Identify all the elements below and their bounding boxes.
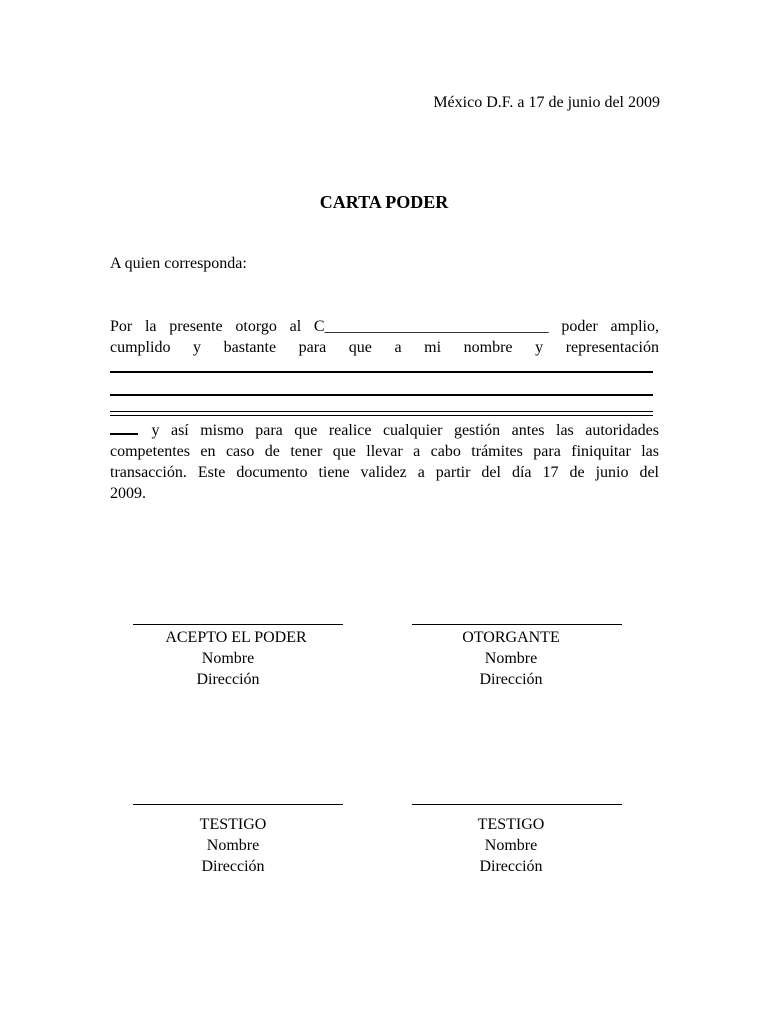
signature-line — [412, 804, 622, 805]
signature-name: Nombre — [201, 650, 255, 667]
signature-acepto — [131, 627, 341, 690]
body-line-4: competentes en caso de tener que llevar a cabo trámites para finiquitar las — [110, 443, 659, 460]
signature-address: Dirección — [201, 858, 265, 875]
body-line-3-text: y así mismo para que realice cualquier gestión antes las autoridades — [151, 422, 660, 439]
body-paragraph — [110, 419, 659, 504]
signature-testigo-1 — [128, 814, 338, 877]
signature-line — [133, 624, 343, 625]
body-line-1: Por la presente otorgo al C____________________________ poder amplio, — [110, 318, 659, 335]
signature-address: Dirección — [479, 671, 543, 688]
signature-line — [133, 804, 343, 805]
signature-name: Nombre — [484, 837, 538, 854]
fill-in-line — [110, 411, 653, 412]
body-line-5: transacción. Este documento tiene validez a partir del día 17 de junio del — [110, 464, 659, 481]
signature-title: TESTIGO — [477, 816, 545, 833]
signature-testigo-2 — [406, 814, 616, 877]
fill-in-line — [110, 371, 653, 373]
signature-name: Nombre — [484, 650, 538, 667]
greeting: A quien corresponda: — [110, 255, 247, 272]
fill-in-line — [110, 394, 653, 396]
signature-title: ACEPTO EL PODER — [165, 629, 307, 646]
signature-address: Dirección — [479, 858, 543, 875]
document-title: CARTA PODER — [319, 192, 449, 212]
signature-address: Dirección — [196, 671, 260, 688]
fill-in-blank — [110, 419, 138, 435]
signature-title: TESTIGO — [199, 816, 267, 833]
body-line-3 — [110, 419, 659, 441]
signature-title: OTORGANTE — [462, 629, 560, 646]
body-line-2: cumplido y bastante para que a mi nombre y representación — [110, 339, 659, 356]
signature-name: Nombre — [206, 837, 260, 854]
fill-in-line — [110, 415, 653, 416]
document-date: México D.F. a 17 de junio del 2009 — [433, 94, 660, 111]
body-line-6: 2009. — [110, 485, 146, 502]
signature-otorgante — [406, 627, 616, 690]
signature-line — [412, 624, 622, 625]
